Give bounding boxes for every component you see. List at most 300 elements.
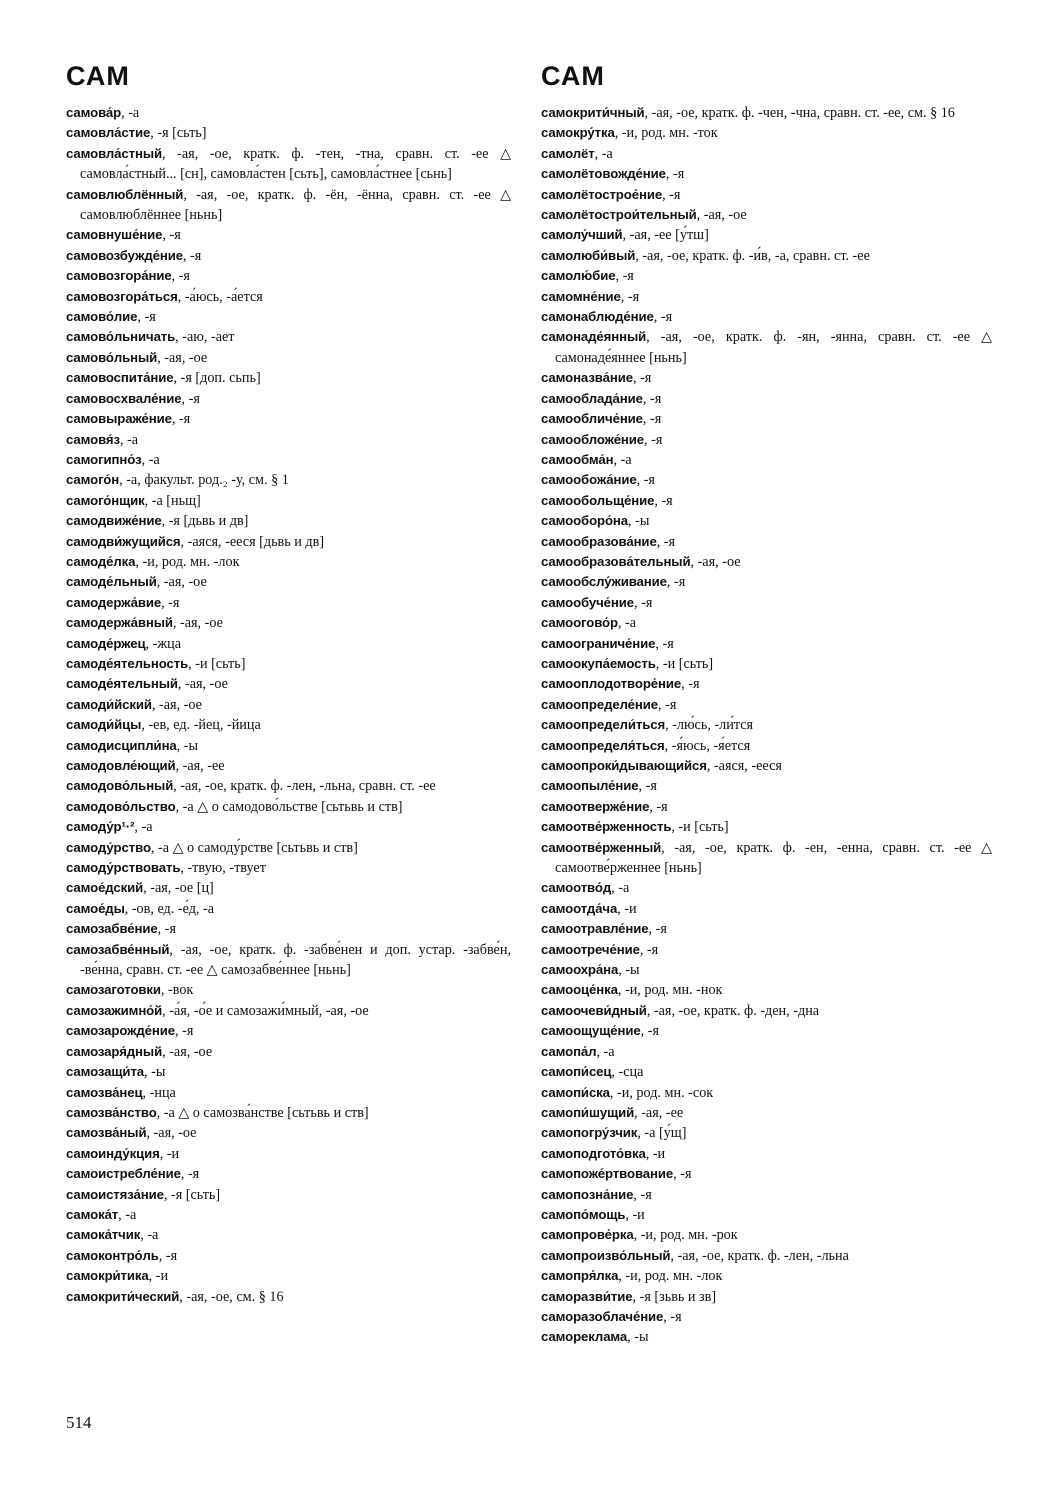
entry-headword: самооблада́ние xyxy=(541,390,643,406)
entry-headword: самообличе́ние xyxy=(541,411,643,427)
dictionary-entry xyxy=(66,1062,511,1082)
dictionary-entry xyxy=(541,715,992,735)
dictionary-entry xyxy=(66,123,511,143)
entry-headword: самоде́ятельный xyxy=(66,676,178,692)
dictionary-entry xyxy=(66,327,511,347)
entry-headword: самообольще́ние xyxy=(541,492,655,508)
dictionary-entry xyxy=(66,1205,511,1225)
dictionary-entry xyxy=(541,695,992,715)
entry-grammar: , -а́юсь, -а́ется xyxy=(177,288,263,305)
dictionary-entry xyxy=(541,164,992,184)
dictionary-entry xyxy=(541,919,992,939)
entry-grammar: , -я xyxy=(137,309,156,326)
dictionary-entry xyxy=(66,1001,511,1021)
dictionary-entry xyxy=(541,797,992,817)
dictionary-entry xyxy=(66,532,511,552)
dictionary-entry xyxy=(66,287,511,307)
entry-headword: самовла́стие xyxy=(66,125,151,141)
entry-grammar: , -ая, -ое xyxy=(156,574,207,591)
entry-headword: самообожа́ние xyxy=(541,472,637,488)
entry-grammar: , -я xyxy=(161,594,180,611)
entry-grammar: , -сца xyxy=(611,1064,644,1081)
entry-headword: самозва́ный xyxy=(66,1125,147,1141)
entry-grammar: , -я [дьвь и дв] xyxy=(161,513,249,530)
entry-headword: самоопределе́ние xyxy=(541,696,659,712)
dictionary-entry xyxy=(541,1307,992,1327)
entry-headword: самого́нщик xyxy=(66,492,145,508)
entry-grammar: , -ая, -ое, кратк. ф. -ян, -янна, сравн. ст. -ее △ самонаде́яннее [ньнь] xyxy=(555,329,992,366)
entry-headword: самоогово́р xyxy=(541,615,618,631)
entry-grammar: , -я xyxy=(642,411,662,428)
entry-headword: саморазви́тие xyxy=(541,1288,633,1304)
entry-headword: самово́лие xyxy=(66,309,138,325)
dictionary-entry xyxy=(541,103,992,123)
entry-headword: самолу́чший xyxy=(541,227,623,243)
dictionary-entry xyxy=(66,593,511,613)
entry-headword: самолю́бие xyxy=(541,268,616,284)
entry-headword: самомне́ние xyxy=(541,288,621,304)
entry-grammar: , -и xyxy=(617,900,637,917)
entry-headword: самого́н xyxy=(66,472,120,488)
entry-headword: самоде́ржец xyxy=(66,635,146,651)
entry-headword: самозаготовки xyxy=(66,982,161,998)
dictionary-entry xyxy=(66,1042,511,1062)
entry-grammar: , -ы xyxy=(176,737,199,754)
entry-grammar: , -я xyxy=(663,1308,682,1325)
dictionary-entry xyxy=(66,246,511,266)
entry-headword: самовлюблённый xyxy=(66,186,184,202)
entry-headword: самоотверже́ние xyxy=(541,798,650,814)
entry-grammar: , -я xyxy=(665,166,685,183)
entry-grammar: , -я xyxy=(662,186,681,203)
dictionary-entry xyxy=(541,185,992,205)
dictionary-entry xyxy=(541,1021,992,1041)
dictionary-entry xyxy=(541,756,992,776)
entry-grammar: , -ая, -ое, кратк. ф. -забве́нен и доп. устар. -забве́н, -ве́нна, сравн. ст. -ее △ самозабве́ннее [ньнь] xyxy=(80,941,511,979)
entry-headword: самореклама xyxy=(541,1329,628,1345)
entry-grammar: , -я xyxy=(162,227,181,244)
entry-grammar: , -ев, ед. -йец, -йица xyxy=(141,717,261,734)
entry-headword: самоистребле́ние xyxy=(66,1166,181,1182)
dictionary-entry xyxy=(66,858,511,878)
dictionary-entry xyxy=(541,491,992,511)
entry-headword: самока́тчик xyxy=(66,1227,141,1243)
dictionary-entry xyxy=(541,144,992,164)
entry-grammar: , -лю́сь, -ли́тся xyxy=(665,717,754,734)
entry-grammar: , -и xyxy=(625,1206,645,1223)
dictionary-entry xyxy=(66,817,511,837)
entry-grammar: , -твую, -твует xyxy=(180,860,266,877)
entry-grammar: , -а xyxy=(594,145,613,162)
entry-headword: самоде́лка xyxy=(66,553,136,569)
dictionary-entry xyxy=(66,389,511,409)
dictionary-entry xyxy=(66,736,511,756)
entry-headword: самоде́ятельность xyxy=(66,655,189,671)
dictionary-entry xyxy=(66,1144,511,1164)
entry-grammar: , -вок xyxy=(160,982,194,999)
entry-grammar: , -я xyxy=(171,268,190,285)
dictionary-entry xyxy=(66,1083,511,1103)
entry-grammar: , -ая, -ое xyxy=(157,349,208,366)
entry-headword: самодовле́ющий xyxy=(66,758,176,773)
entry-grammar: , -ая, -ое, кратк. ф. -тен, -тна, сравн. ст. -ее △ самовла́стный... [сн], самовла́стен [сьть], самовла́стнее [сьнь] xyxy=(80,145,511,183)
dictionary-entry xyxy=(66,695,511,715)
dictionary-entry xyxy=(66,450,511,470)
dictionary-entry xyxy=(66,409,511,429)
entry-headword: самовозбужде́ние xyxy=(66,247,183,263)
dictionary-entry xyxy=(66,348,511,368)
entry-headword: самоопредели́ться xyxy=(541,717,666,733)
dictionary-entry xyxy=(541,307,992,327)
entry-grammar: , -а́я, -о́е и самозажи́мный, -ая, -ое xyxy=(162,1002,369,1019)
dictionary-entry xyxy=(66,1225,511,1245)
entry-grammar: , -я xyxy=(681,676,700,693)
entry-headword: самолётострои́тельный xyxy=(541,207,697,223)
entry-grammar: , -ая, -ое xyxy=(690,553,741,570)
dictionary-entry xyxy=(541,776,992,796)
right-entry-list xyxy=(541,103,992,1348)
entry-grammar: , -аяся, -ееся [дьвь и дв] xyxy=(180,533,325,550)
dictionary-entry xyxy=(541,266,992,286)
dictionary-entry xyxy=(541,368,992,388)
entry-headword: самозащи́та xyxy=(66,1064,145,1080)
entry-headword: самока́т xyxy=(66,1206,119,1222)
entry-grammar: , -а [ньщ] xyxy=(144,492,201,509)
entry-grammar: , -я [зьвь и зв] xyxy=(632,1288,717,1305)
entry-grammar: , -и xyxy=(645,1145,666,1162)
entry-headword: самопозна́ние xyxy=(541,1186,634,1202)
entry-grammar: , -я xyxy=(644,431,663,448)
entry-grammar: , -ая, -ое xyxy=(172,615,223,632)
entry-headword: самоподгото́вка xyxy=(541,1145,646,1161)
entry-headword: самонаде́янный xyxy=(541,329,647,345)
dictionary-entry xyxy=(66,940,511,981)
dictionary-entry xyxy=(541,430,992,450)
entry-headword: самопи́шущий xyxy=(541,1104,635,1120)
entry-headword: самооплодотворе́ние xyxy=(541,676,682,692)
dictionary-entry xyxy=(66,225,511,245)
entry-grammar: , -аю, -ает xyxy=(175,329,235,346)
dictionary-entry xyxy=(541,389,992,409)
entry-headword: самокри́тика xyxy=(66,1268,149,1284)
dictionary-entry xyxy=(66,756,511,776)
entry-grammar: , -ая, -ое xyxy=(146,1125,197,1142)
entry-grammar: , -а xyxy=(118,1206,137,1223)
entry-headword: самопоже́ртвование xyxy=(541,1166,674,1182)
entry-grammar: , -а △ о самодово́льстве [сьтьвь и ств] xyxy=(175,798,403,815)
entry-grammar: , -и, род. мн. -сок xyxy=(609,1084,714,1101)
entry-grammar: , -я xyxy=(182,247,202,264)
entry-headword: самокру́тка xyxy=(541,125,615,141)
entry-headword: самолётострое́ние xyxy=(541,186,663,202)
entry-grammar: , -а xyxy=(134,819,153,836)
entry-grammar: , -ая, -ое, см. § 16 xyxy=(179,1288,284,1305)
entry-headword: самозва́нство xyxy=(66,1104,157,1120)
dictionary-entry xyxy=(541,1164,992,1184)
entry-headword: самодви́жущийся xyxy=(66,533,181,549)
entry-grammar: , -ы xyxy=(628,513,650,530)
entry-grammar: , -и, род. мн. -лок xyxy=(135,553,240,570)
entry-grammar: , -я [сьть] xyxy=(150,125,207,142)
entry-grammar: , -я xyxy=(640,1023,660,1040)
entry-headword: самоотравле́ние xyxy=(541,921,649,937)
entry-grammar: , -а △ о самоду́рстве [сьтьвь и ств] xyxy=(150,839,358,856)
entry-grammar: , -я xyxy=(656,533,676,550)
dictionary-entry xyxy=(541,1123,992,1143)
dictionary-entry xyxy=(541,1103,992,1123)
dictionary-entry xyxy=(66,797,511,817)
entry-headword: самоди́йский xyxy=(66,696,152,712)
dictionary-entry xyxy=(541,246,992,266)
entry-grammar: , -ая, -ое, кратк. ф. -лен, -льна xyxy=(670,1247,849,1264)
dictionary-entry xyxy=(541,205,992,225)
dictionary-entry xyxy=(541,1225,992,1245)
entry-grammar: , -ая, -ое [ц] xyxy=(143,880,214,897)
entry-grammar: , -я xyxy=(638,778,657,795)
dictionary-entry xyxy=(541,838,992,879)
dictionary-entry xyxy=(66,878,511,898)
entry-grammar: , -ая, -ое, кратк. ф. -и́в, -а, сравн. ст. -ее xyxy=(635,247,870,264)
dictionary-entry xyxy=(66,674,511,694)
dictionary-entry xyxy=(541,940,992,960)
entry-grammar: , -а △ о самозва́нстве [сьтьвь и ств] xyxy=(156,1104,369,1121)
entry-headword: самолётовожде́ние xyxy=(541,166,666,182)
entry-headword: самовозгора́ние xyxy=(66,268,172,284)
entry-headword: самооборо́на xyxy=(541,513,629,529)
dictionary-entry xyxy=(66,838,511,858)
dictionary-entry xyxy=(541,225,992,245)
entry-headword: самоопределя́ться xyxy=(541,737,665,753)
entry-grammar: , -я xyxy=(171,411,191,428)
entry-grammar: , -а xyxy=(596,1043,615,1060)
entry-grammar: , -я́юсь, -я́ется xyxy=(664,737,751,754)
entry-grammar: , -я xyxy=(158,1247,178,1264)
dictionary-entry xyxy=(66,430,511,450)
entry-headword: самова́р xyxy=(66,105,122,120)
dictionary-entry xyxy=(66,899,511,919)
entry-grammar: , -я xyxy=(632,370,652,387)
entry-grammar: , -я xyxy=(175,1023,194,1040)
entry-headword: самообразова́ние xyxy=(541,533,657,549)
entry-grammar: , -ая, -ое xyxy=(696,207,747,224)
entry-headword: самоотрече́ние xyxy=(541,941,640,957)
dictionary-entry xyxy=(541,532,992,552)
entry-grammar: , -а xyxy=(119,431,139,448)
entry-headword: самоограниче́ние xyxy=(541,635,656,651)
entry-grammar: , -ы xyxy=(618,962,640,979)
entry-grammar: , -а [у́щ] xyxy=(637,1125,687,1142)
dictionary-entry xyxy=(66,1287,511,1307)
entry-grammar: , -ая, -ое xyxy=(162,1043,213,1060)
dictionary-entry xyxy=(541,572,992,592)
entry-headword: самоопроки́дывающийся xyxy=(541,758,707,773)
entry-headword: самодержа́вие xyxy=(66,594,162,610)
dictionary-entry xyxy=(541,1083,992,1103)
entry-headword: самово́льный xyxy=(66,349,158,365)
entry-headword: самообуче́ние xyxy=(541,594,635,610)
entry-grammar: , -я xyxy=(180,1166,200,1183)
dictionary-entry xyxy=(66,634,511,654)
entry-grammar: , -ая, -ее [у́тш] xyxy=(622,227,709,244)
entry-headword: самоотво́д xyxy=(541,880,612,896)
entry-headword: самоокупа́емость xyxy=(541,655,656,671)
entry-headword: самозабве́ние xyxy=(66,921,158,937)
entry-headword: самодвиже́ние xyxy=(66,513,162,529)
entry-headword: самодержа́вный xyxy=(66,615,173,631)
dictionary-entry xyxy=(541,552,992,572)
entry-headword: самовозгора́ться xyxy=(66,288,178,304)
entry-headword: самообразова́тельный xyxy=(541,553,691,569)
dictionary-entry xyxy=(66,103,511,123)
entry-grammar: , -я xyxy=(655,635,674,652)
entry-grammar: , -я xyxy=(636,472,655,489)
entry-grammar: , -ы xyxy=(627,1329,649,1346)
dictionary-entry xyxy=(541,817,992,837)
dictionary-entry xyxy=(66,572,511,592)
entry-headword: самокрити́чный xyxy=(541,105,645,120)
entry-headword: самозажимно́й xyxy=(66,1002,163,1018)
page-number: 514 xyxy=(66,1413,92,1432)
dictionary-entry xyxy=(66,919,511,939)
entry-headword: самоду́р¹·² xyxy=(66,819,135,835)
dictionary-entry xyxy=(541,960,992,980)
dictionary-entry xyxy=(541,736,992,756)
entry-headword: самодово́льный xyxy=(66,778,174,794)
entry-headword: самообложе́ние xyxy=(541,431,645,447)
entry-headword: самовосхвале́ние xyxy=(66,390,182,406)
entry-headword: самоди́йцы xyxy=(66,717,142,733)
dictionary-entry xyxy=(541,654,992,674)
dictionary-entry xyxy=(541,593,992,613)
entry-headword: самопогру́зчик xyxy=(541,1125,638,1141)
dictionary-entry xyxy=(541,1062,992,1082)
entry-headword: самообма́н xyxy=(541,451,614,467)
dictionary-entry xyxy=(66,470,511,490)
entry-headword: самопа́л xyxy=(541,1043,597,1059)
entry-grammar: , -и, род. мн. -ток xyxy=(614,125,718,142)
running-header-right: САМ xyxy=(541,61,605,91)
entry-grammar: , -ая, -ое xyxy=(151,696,202,713)
entry-grammar: , -я xyxy=(673,1166,692,1183)
entry-headword: самоназва́ние xyxy=(541,370,633,386)
entry-headword: самоопыле́ние xyxy=(541,778,639,794)
entry-grammar: , -я xyxy=(642,390,662,407)
dictionary-entry xyxy=(541,899,992,919)
entry-grammar: , -и [сьть] xyxy=(671,819,729,836)
entry-headword: самозарожде́ние xyxy=(66,1023,176,1039)
entry-headword: самоотве́рженность xyxy=(541,819,672,835)
entry-headword: саморазоблаче́ние xyxy=(541,1308,664,1324)
entry-headword: самогипно́з xyxy=(66,451,142,467)
dictionary-entry xyxy=(66,980,511,1000)
dictionary-entry xyxy=(541,674,992,694)
entry-grammar: , -нца xyxy=(142,1084,176,1101)
entry-grammar: , -я xyxy=(634,594,653,611)
running-header-left: САМ xyxy=(66,61,130,91)
dictionary-entry xyxy=(66,144,511,185)
dictionary-entry xyxy=(541,1185,992,1205)
entry-headword: самодисципли́на xyxy=(66,737,177,753)
entry-headword: самоконтро́ль xyxy=(66,1247,159,1263)
dictionary-entry xyxy=(66,1103,511,1123)
entry-headword: самовла́стный xyxy=(66,145,163,161)
entry-grammar: , -я [сьть] xyxy=(163,1186,221,1203)
dictionary-entry xyxy=(66,654,511,674)
entry-headword: самоистяза́ние xyxy=(66,1186,164,1202)
left-column xyxy=(66,60,511,1307)
entry-grammar: , -и xyxy=(148,1268,169,1285)
entry-grammar: , -ая, -ое, кратк. ф. -ён, -ённа, сравн. ст. -ее △ самовлюблённее [ньнь] xyxy=(80,186,511,224)
entry-headword: самопи́ска xyxy=(541,1084,610,1100)
entry-headword: самопрове́рка xyxy=(541,1227,634,1243)
entry-headword: самоотве́рженный xyxy=(541,839,662,855)
dictionary-entry xyxy=(541,450,992,470)
entry-headword: самопроизво́льный xyxy=(541,1247,671,1263)
dictionary-entry xyxy=(541,1287,992,1307)
entry-headword: самовоспита́ние xyxy=(66,370,174,386)
dictionary-entry xyxy=(541,1042,992,1062)
entry-headword: самоотда́ча xyxy=(541,900,618,916)
entry-headword: самокрити́ческий xyxy=(66,1288,180,1304)
entry-grammar: , -ая, -ее xyxy=(175,758,225,774)
dictionary-entry xyxy=(541,1144,992,1164)
dictionary-entry xyxy=(66,613,511,633)
entry-headword: самолёт xyxy=(541,145,595,161)
entry-grammar: , -я xyxy=(620,288,640,305)
entry-headword: самолюби́вый xyxy=(541,247,636,263)
entry-headword: самовыраже́ние xyxy=(66,411,172,427)
entry-grammar: , -и [сьть] xyxy=(188,655,246,672)
dictionary-entry xyxy=(66,776,511,796)
entry-headword: самовя́з xyxy=(66,431,120,447)
entry-headword: самоинду́кция xyxy=(66,1145,160,1161)
entry-grammar: , -ая, -ое, кратк. ф. -ден, -дна xyxy=(646,1002,820,1019)
dictionary-entry xyxy=(66,1021,511,1041)
entry-grammar: , -а xyxy=(121,105,140,121)
entry-grammar: , -я xyxy=(615,268,634,285)
entry-headword: самоочеви́дный xyxy=(541,1002,647,1018)
entry-grammar: , -а xyxy=(140,1227,159,1244)
entry-grammar: , -я xyxy=(654,492,673,509)
dictionary-entry xyxy=(541,1266,992,1286)
entry-grammar: , -ая, -ое, кратк. ф. -ен, -енна, сравн. ст. -ее △ самоотве́рженнее [ньнь] xyxy=(555,839,992,877)
entry-grammar: , -а xyxy=(613,451,632,468)
dictionary-entry xyxy=(541,980,992,1000)
entry-grammar: , -а xyxy=(611,880,630,897)
entry-headword: самопря́лка xyxy=(541,1268,619,1284)
dictionary-entry xyxy=(541,1246,992,1266)
dictionary-entry xyxy=(66,1246,511,1266)
right-column xyxy=(541,60,992,1348)
entry-grammar: , -ая, -ее xyxy=(634,1104,684,1121)
dictionary-entry xyxy=(541,1001,992,1021)
dictionary-entry xyxy=(66,491,511,511)
entry-headword: самопо́мощь xyxy=(541,1206,626,1222)
dictionary-entry xyxy=(541,511,992,531)
entry-headword: самое́дский xyxy=(66,880,144,896)
entry-headword: самовнуше́ние xyxy=(66,227,163,243)
dictionary-entry xyxy=(541,287,992,307)
entry-headword: самозабве́нный xyxy=(66,941,170,957)
dictionary-entry xyxy=(66,1164,511,1184)
entry-grammar: , -и, род. мн. -лок xyxy=(618,1268,723,1285)
entry-headword: самоощуще́ние xyxy=(541,1023,641,1039)
entry-grammar: , -я xyxy=(181,390,200,407)
entry-grammar: , -я xyxy=(633,1186,652,1203)
dictionary-entry xyxy=(66,1266,511,1286)
entry-headword: самоде́льный xyxy=(66,574,157,590)
dictionary-entry xyxy=(541,409,992,429)
